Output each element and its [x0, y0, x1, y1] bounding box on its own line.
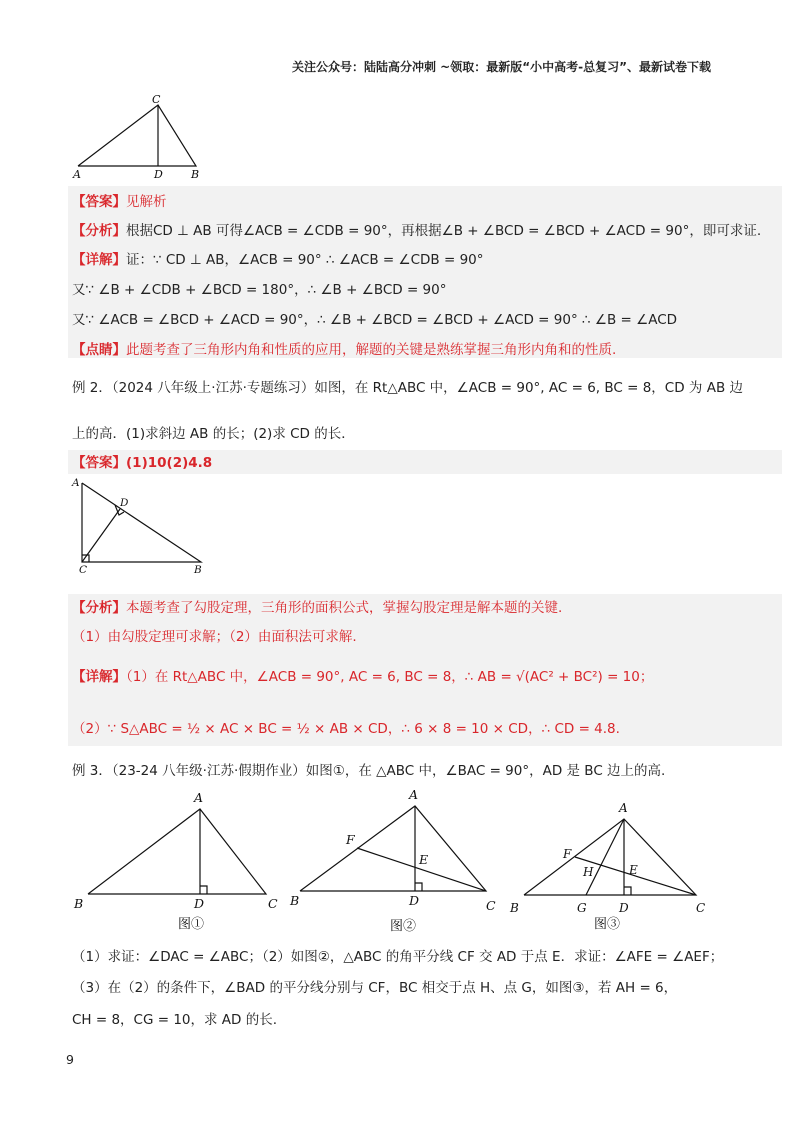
ex1-detail-line3: 又∵ ∠ACB = ∠BCD + ∠ACD = 90°，∴ ∠B + ∠BCD = ∠BCD + ∠ACD = 90° ∴ ∠B = ∠ACD [72, 312, 678, 328]
label-c: C [152, 93, 161, 106]
ex2-detail-line2: （2）∵ S△ABC = ½ × AC × BC = ½ × AB × CD，∴ 6 × 8 = 10 × CD，∴ CD = 4.8. [72, 721, 620, 737]
example3-figure1 [70, 788, 290, 938]
triangle-abc [524, 819, 696, 895]
label-f: F [346, 832, 355, 847]
triangle-abc [88, 809, 266, 894]
comment-text: 此题考查了三角形内角和性质的应用，解题的关键是熟练掌握三角形内角和的性质. [126, 342, 617, 358]
analysis-tag: 【分析】 [72, 600, 126, 616]
bisector-ag [586, 819, 624, 895]
analysis-text: 本题考查了勾股定理，三角形的面积公式，掌握勾股定理是解本题的关键. [126, 600, 563, 616]
label-a: A [619, 801, 628, 815]
page-header: 关注公众号：陆陆高分冲刺 ~领取：最新版“小中高考-总复习”、最新试卷下载 [292, 60, 711, 74]
ex3-question-line4: CH = 8，CG = 10，求 AD 的长. [72, 1012, 278, 1028]
example1-figure [70, 92, 210, 182]
ex2-question-line1: 例 2．（2024 八年级上·江苏·专题练习）如图，在 Rt△ABC 中，∠ACB = 90°, AC = 6, BC = 8，CD 为 AB 边 [72, 380, 743, 396]
ex1-answer [72, 193, 167, 211]
label-h: H [583, 865, 594, 879]
example1-solution-box [68, 186, 782, 358]
caption-fig1: 图① [178, 917, 205, 932]
label-b: B [290, 893, 300, 908]
label-d: D [409, 893, 420, 908]
comment-tag: 【点睛】 [72, 342, 126, 358]
ex2-question-line2: 上的高．(1)求斜边 AB 的长；(2)求 CD 的长． [72, 426, 355, 442]
label-c: C [79, 564, 88, 576]
caption-fig3: 图③ [594, 917, 621, 932]
label-g: G [577, 901, 587, 915]
caption-fig2: 图② [390, 919, 417, 934]
detail-tag: 【详解】 [72, 669, 126, 685]
label-f: F [563, 847, 572, 861]
ex3-question-line3: （3）在（2）的条件下，∠BAD 的平分线分别与 CF，BC 相交于点 H、点 G，如图③，若 AH = 6， [72, 980, 678, 996]
analysis-text: 根据CD ⊥ AB 可得∠ACB = ∠CDB = 90°，再根据∠B + ∠BCD = ∠BCD + ∠ACD = 90°，即可求证. [126, 223, 762, 239]
label-d: D [194, 896, 205, 911]
triangle-abc [82, 483, 201, 562]
ex1-detail-line1 [72, 251, 484, 269]
label-a: A [409, 787, 419, 802]
ex3-question-line1: 例 3．（23-24 八年级·江苏·假期作业）如图①，在 △ABC 中，∠BAC = 90°，AD 是 BC 边上的高. [72, 763, 666, 779]
ex1-analysis [72, 222, 761, 240]
answer-text: 见解析 [126, 194, 167, 210]
label-c: C [486, 898, 496, 913]
ex2-answer [72, 454, 212, 472]
ex1-detail-line2: 又∵ ∠B + ∠CDB + ∠BCD = 180°，∴ ∠B + ∠BCD = 90° [72, 282, 447, 298]
example3-figure2 [290, 784, 510, 934]
answer-tag: 【答案】 [72, 455, 126, 471]
label-d: D [619, 901, 629, 915]
detail-text: （1）在 Rt△ABC 中，∠ACB = 90°, AC = 6, BC = 8，∴ AB = √(AC² + BC²) = 10； [126, 669, 654, 685]
right-angle-d [624, 887, 631, 895]
label-b: B [74, 896, 84, 911]
detail-text: 证：∵ CD ⊥ AB，∠ACB = 90° ∴ ∠ACB = ∠CDB = 90° [126, 252, 484, 268]
label-d: D [120, 497, 129, 509]
right-angle-d [415, 883, 422, 891]
ex2-analysis [72, 599, 562, 617]
label-a: A [73, 168, 81, 181]
label-e: E [629, 863, 638, 877]
analysis-tag: 【分析】 [72, 223, 126, 239]
label-c: C [696, 901, 706, 915]
label-b: B [510, 901, 519, 915]
label-a: A [72, 477, 80, 489]
label-b: B [194, 564, 202, 576]
label-d: D [154, 168, 163, 181]
answer-tag: 【答案】 [72, 194, 126, 210]
right-angle-d [200, 886, 207, 894]
ex3-question-line2: （1）求证：∠DAC = ∠ABC；（2）如图②，△ABC 的角平分线 CF 交 AD 于点 E．求证：∠AFE = ∠AEF； [72, 949, 724, 965]
example2-figure [70, 476, 210, 576]
label-e: E [419, 852, 429, 867]
page-number: 9 [66, 1052, 74, 1067]
detail-tag: 【详解】 [72, 252, 126, 268]
ex1-comment [72, 341, 616, 359]
triangle-abc [300, 806, 486, 891]
altitude-cd [82, 509, 120, 562]
label-b: B [191, 168, 200, 181]
answer-text: (1)10(2)4.8 [126, 455, 213, 471]
ex2-analysis-line2: （1）由勾股定理可求解；（2）由面积法可求解. [72, 629, 357, 645]
label-c: C [268, 896, 278, 911]
ex2-detail-line1 [72, 668, 653, 686]
example3-figure3 [508, 800, 728, 940]
triangle-abc [78, 105, 196, 166]
label-a: A [194, 790, 204, 805]
